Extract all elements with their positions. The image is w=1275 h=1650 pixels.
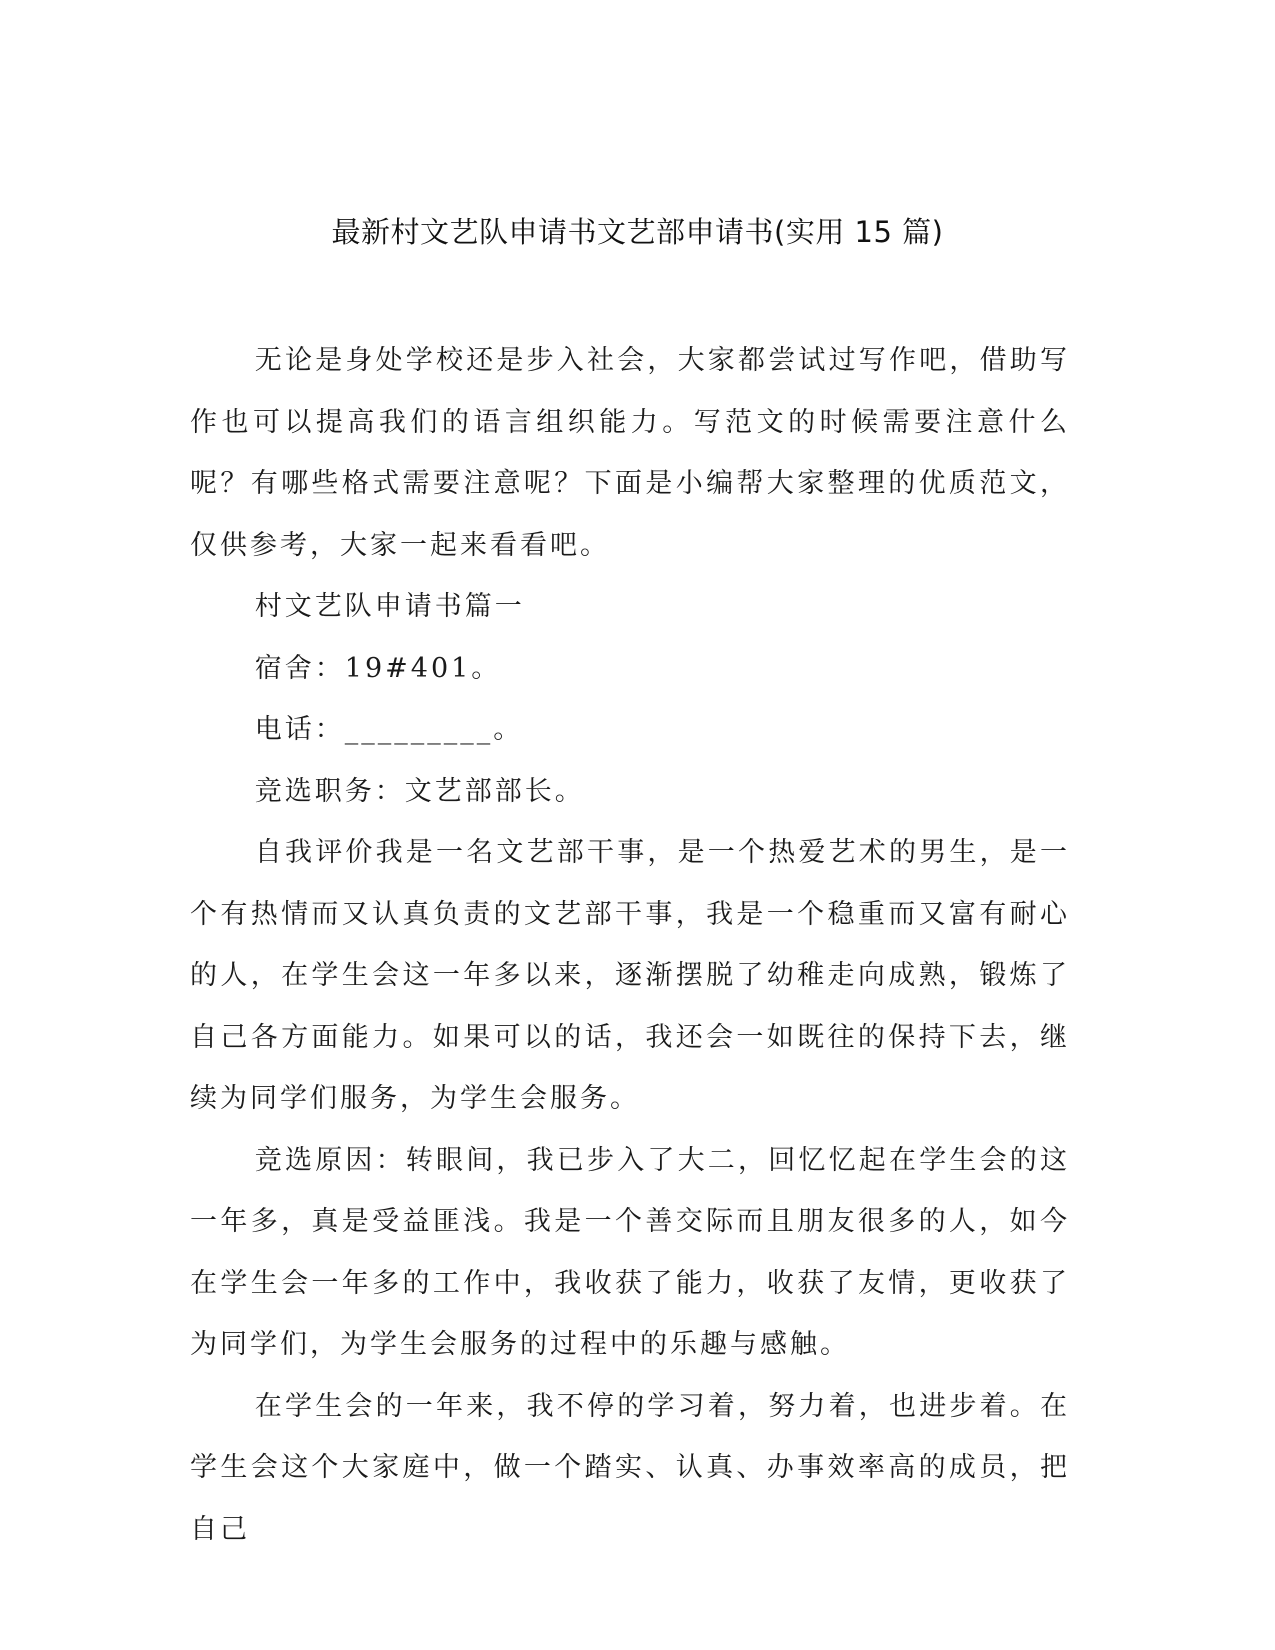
self-evaluation-paragraph: 自我评价我是一名文艺部干事，是一个热爱艺术的男生，是一个有热情而又认真负责的文艺部干事，我是一个稳重而又富有耐心的人，在学生会这一年多以来，逐渐摆脱了幼稚走向成熟，锻炼了自己各方面能力。如果可以的话，我还会一如既往的保持下去，继续为同学们服务，为学生会服务。 <box>190 837 1070 1114</box>
experience-paragraph: 在学生会的一年来，我不停的学习着，努力着，也进步着。在学生会这个大家庭中，做一个踏实、认真、办事效率高的成员，把自己 <box>190 1390 1070 1545</box>
dormitory-line: 宿舍：19#401。 <box>254 652 502 684</box>
document-title: 最新村文艺队申请书文艺部申请书(实用 15 篇) <box>331 215 944 249</box>
document-body <box>190 330 1070 1560</box>
section-heading: 村文艺队申请书篇一 <box>254 591 525 622</box>
intro-paragraph: 无论是身处学校还是步入社会，大家都尝试过写作吧，借助写作也可以提高我们的语言组织能力。写范文的时候需要注意什么呢？有哪些格式需要注意呢？下面是小编帮大家整理的优质范文，仅供参考，大家一起来看看吧。 <box>190 345 1070 561</box>
reason-paragraph: 竞选原因：转眼间，我已步入了大二，回忆忆起在学生会的这一年多，真是受益匪浅。我是一个善交际而且朋友很多的人，如今在学生会一年多的工作中，我收获了能力，收获了友情，更收获了为同学们，为学生会服务的过程中的乐趣与感触。 <box>190 1144 1070 1360</box>
position-line: 竞选职务：文艺部部长。 <box>254 775 585 807</box>
phone-line: 电话：_________。 <box>254 714 524 745</box>
